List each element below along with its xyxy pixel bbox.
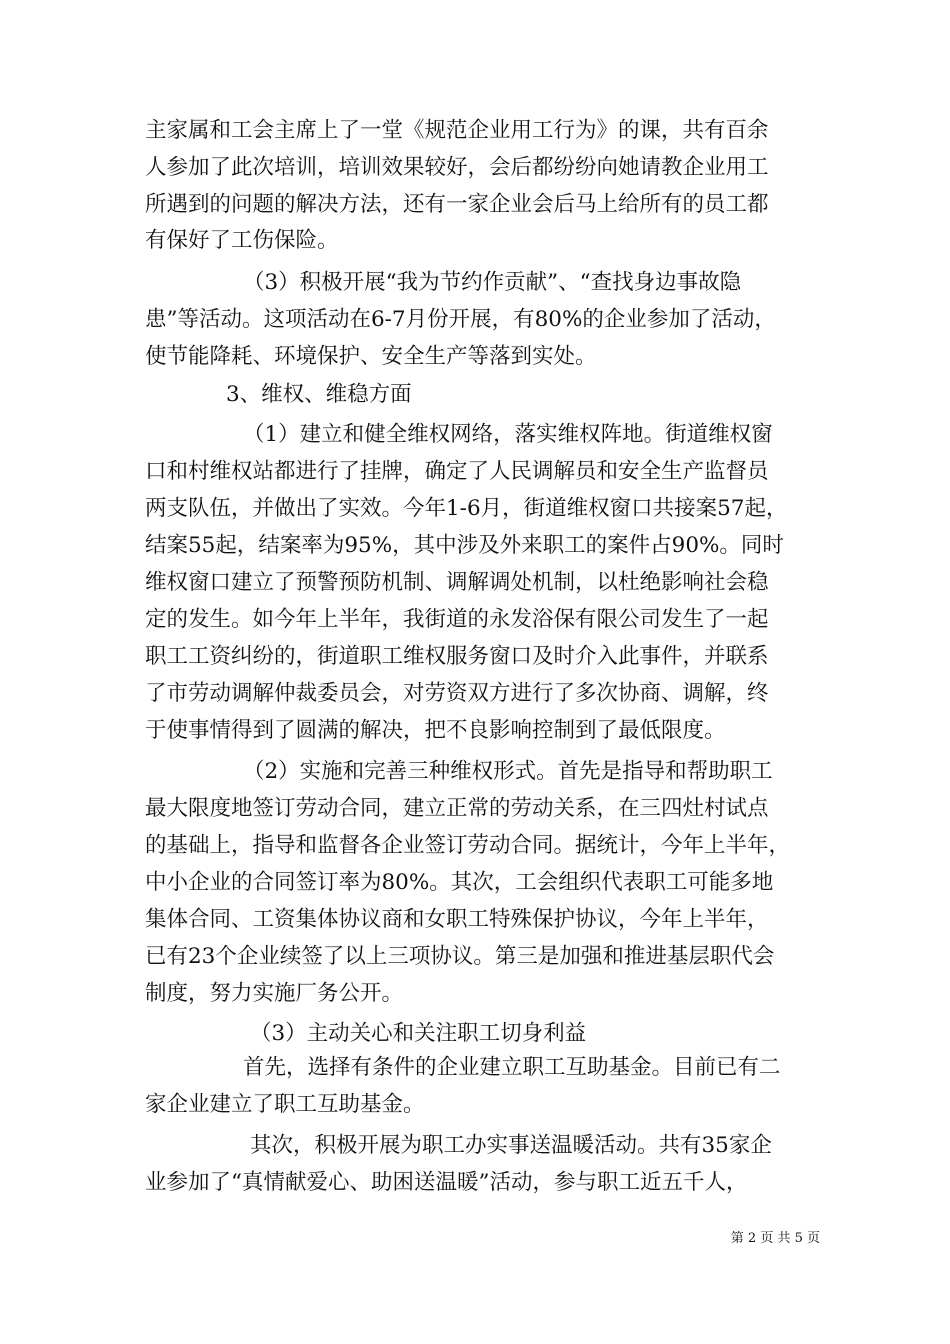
text-line: 首先，选择有条件的企业建立职工互助基金。目前已有二 <box>243 1055 781 1080</box>
text-line: 结案55起，结案率为95%，其中涉及外来职工的案件占90%。同时 <box>145 533 784 558</box>
text-line: 职工工资纠纷的，街道职工维权服务窗口及时介入此事件，并联系 <box>145 644 769 669</box>
text-line: 制度，努力实施厂务公开。 <box>145 981 404 1006</box>
text-line: 维权窗口建立了预警预防机制、调解调处机制，以杜绝影响社会稳 <box>145 570 769 595</box>
text-line: 已有23个企业续签了以上三项协议。第三是加强和推进基层职代会 <box>145 944 775 969</box>
text-line: 口和村维权站都进行了挂牌，确定了人民调解员和安全生产监督员 <box>145 459 769 484</box>
text-line: 所遇到的问题的解决方法，还有一家企业会后马上给所有的员工都 <box>145 192 769 217</box>
text-line: 业参加了“真情献爱心、助困送温暖”活动，参与职工近五千人， <box>145 1170 748 1195</box>
text-line: （2）实施和完善三种维权形式。首先是指导和帮助职工 <box>243 759 773 784</box>
text-line: 于使事情得到了圆满的解决，把不良影响控制到了最低限度。 <box>145 718 726 743</box>
text-line: 其次，积极开展为职工办实事送温暖活动。共有35家企 <box>250 1133 772 1158</box>
text-line: 有保好了工伤保险。 <box>145 228 339 253</box>
text-line: 集体合同、工资集体协议商和女职工特殊保护协议，今年上半年， <box>145 907 769 932</box>
text-line: 患”等活动。这项活动在6-7月份开展，有80%的企业参加了活动， <box>145 307 776 332</box>
section-heading: 3、维权、维稳方面 <box>226 382 412 407</box>
subsection-heading: （3）主动关心和关注职工切身利益 <box>250 1021 587 1046</box>
text-line: 人参加了此次培训，培训效果较好，会后都纷纷向她请教企业用工 <box>145 155 769 180</box>
text-line: 了市劳动调解仲裁委员会，对劳资双方进行了多次协商、调解，终 <box>145 681 769 706</box>
text-line: 使节能降耗、环境保护、安全生产等落到实处。 <box>145 344 597 369</box>
text-line: 两支队伍，并做出了实效。今年1-6月，街道维权窗口共接案57起， <box>145 496 788 521</box>
text-line: 主家属和工会主席上了一堂《规范企业用工行为》的课，共有百余 <box>145 118 769 143</box>
text-line: 定的发生。如今年上半年，我街道的永发浴保有限公司发生了一起 <box>145 607 769 632</box>
text-line: 中小企业的合同签订率为80%。其次，工会组织代表职工可能多地 <box>145 870 774 895</box>
text-line: （1）建立和健全维权网络，落实维权阵地。街道维权窗 <box>243 422 773 447</box>
text-line: （3）积极开展“我为节约作贡献”、“查找身边事故隐 <box>243 270 742 295</box>
page-number: 第 2 页 共 5 页 <box>730 1231 820 1246</box>
text-line: 家企业建立了职工互助基金。 <box>145 1092 425 1117</box>
text-line: 的基础上，指导和监督各企业签订劳动合同。据统计，今年上半年， <box>145 833 791 858</box>
text-line: 最大限度地签订劳动合同，建立正常的劳动关系，在三四灶村试点 <box>145 796 769 821</box>
